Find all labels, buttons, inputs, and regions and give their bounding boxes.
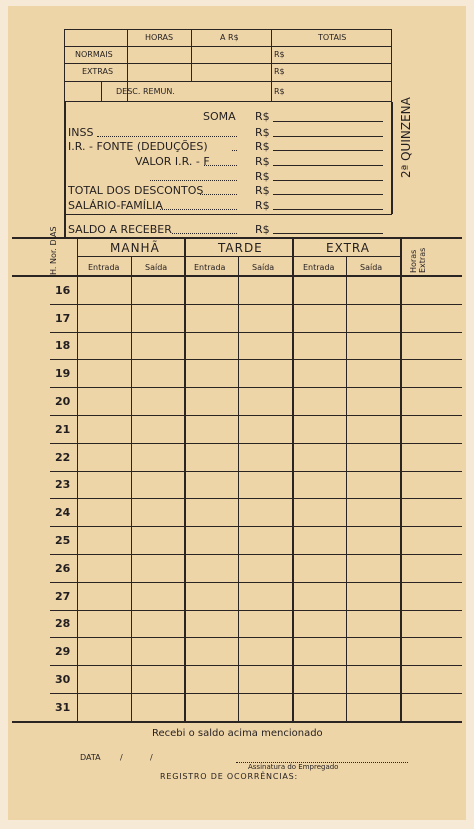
col-totais: TOTAIS (318, 33, 347, 42)
day-row-line (50, 415, 462, 416)
valor-ir-label: VALOR I.R. - F (135, 155, 210, 168)
day-label: 28 (55, 617, 71, 631)
col-horas: HORAS (145, 33, 174, 42)
day-row-line (50, 304, 462, 305)
header-tarde: TARDE (218, 241, 263, 255)
row-extras: EXTRAS (82, 67, 114, 76)
row-desc-remun: DESC. REMUN. (116, 87, 175, 96)
day-row-line (50, 526, 462, 527)
soma-currency: R$ (255, 110, 270, 123)
col-horas-extras: Horas Extras (409, 247, 427, 273)
day-row-line (50, 498, 462, 499)
extra-saida: Saída (360, 263, 383, 272)
soma-fill-line (273, 121, 383, 122)
day-row-line (50, 443, 462, 444)
registro-label: REGISTRO DE OCORRÊNCIAS: (160, 772, 299, 781)
day-row-line (50, 665, 462, 666)
day-label: 30 (55, 673, 71, 686)
day-label: 21 (55, 422, 71, 436)
day-label: 27 (55, 589, 71, 603)
col-a-reais: A R$ (220, 33, 239, 42)
day-row-line (50, 387, 462, 388)
day-label: 24 (55, 506, 71, 520)
day-label: 20 (55, 395, 71, 408)
row-desc-remun-currency: R$ (274, 87, 285, 96)
row-normais-currency: R$ (274, 50, 285, 59)
day-label: 18 (55, 339, 71, 353)
tarde-entrada: Entrada (194, 263, 226, 272)
saldo-currency: R$ (255, 223, 270, 236)
day-row-line (50, 471, 462, 472)
manha-saida: Saída (145, 263, 168, 272)
assinatura-label: Assinatura do Empregado (248, 763, 339, 771)
tarde-saida: Saída (252, 263, 275, 272)
extra-entrada: Entrada (303, 263, 335, 272)
data-label: DATA (80, 753, 101, 762)
day-row-line (50, 693, 462, 694)
date-slash-1: / (120, 753, 123, 762)
day-label: 29 (55, 645, 71, 659)
saldo-fill-line (273, 233, 383, 234)
day-label: 17 (55, 311, 71, 325)
day-row-line (50, 582, 462, 583)
day-label: 19 (55, 367, 71, 381)
period-label: 2ª QUINZENA (399, 97, 413, 178)
date-slash-2: / (150, 753, 153, 762)
saldo-label: SALDO A RECEBER (68, 223, 172, 236)
salario-familia-label: SALÁRIO-FAMÍLIA (68, 199, 163, 212)
row-normais: NORMAIS (75, 50, 113, 59)
day-label: 22 (55, 450, 71, 464)
day-row-line (50, 332, 462, 333)
ir-fonte-label: I.R. - FONTE (DEDUÇÕES) (68, 140, 208, 153)
header-extra: EXTRA (326, 241, 370, 255)
day-label: 31 (55, 700, 71, 714)
day-label: 25 (55, 534, 71, 547)
day-label: 26 (55, 561, 71, 575)
total-descontos-label: TOTAL DOS DESCONTOS (68, 184, 204, 197)
recebi-text: Recebi o saldo acima mencionado (152, 728, 323, 739)
inss-label: INSS (68, 126, 94, 139)
day-row-line (50, 554, 462, 555)
day-row-line (50, 359, 462, 360)
day-row-line (50, 610, 462, 611)
header-manha: MANHÃ (110, 241, 160, 255)
soma-label: SOMA (203, 110, 236, 123)
day-label: 16 (55, 283, 71, 297)
day-label: 23 (55, 478, 71, 492)
day-row-line (50, 637, 462, 638)
row-extras-currency: R$ (274, 67, 285, 76)
manha-entrada: Entrada (88, 263, 120, 272)
col-dias: H. Nor. DIAS (49, 226, 58, 275)
